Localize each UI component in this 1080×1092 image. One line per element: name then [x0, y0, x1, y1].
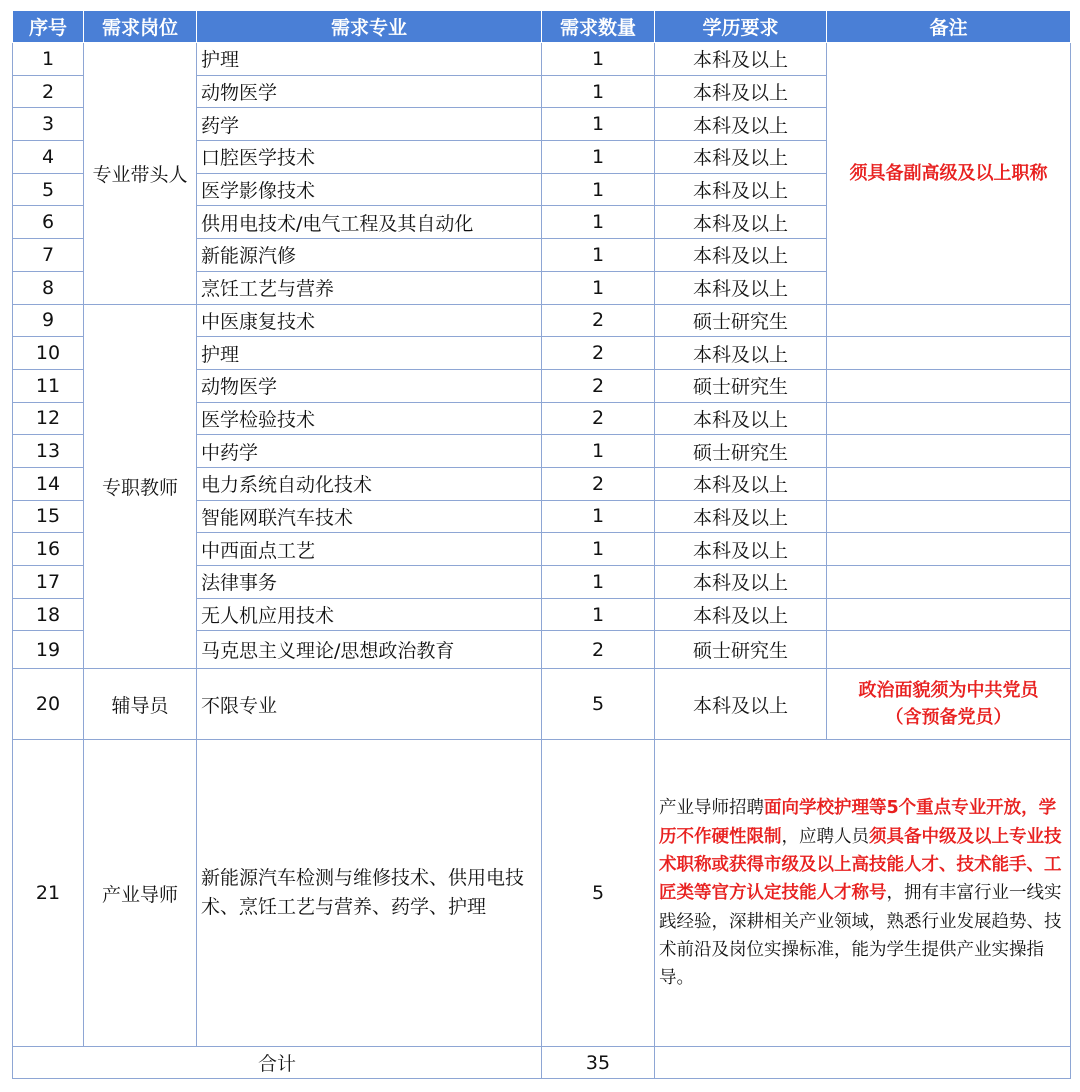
education-cell: 本科及以上	[655, 467, 827, 500]
major-cell: 马克思主义理论/思想政治教育	[197, 631, 542, 669]
seq-cell: 4	[13, 141, 84, 174]
quantity-cell: 1	[542, 43, 655, 76]
quantity-cell: 5	[542, 740, 655, 1047]
seq-cell: 1	[13, 43, 84, 76]
education-cell: 本科及以上	[655, 271, 827, 304]
position-cell: 产业导师	[84, 740, 197, 1047]
remark-cell	[827, 304, 1071, 337]
seq-cell: 14	[13, 467, 84, 500]
education-cell: 本科及以上	[655, 669, 827, 740]
remark-highlight: 须具备中级及以上专业技术职称或获得市级及以上高技能人才、技术能手、工匠类等官方认定技能人才称号	[659, 826, 1062, 904]
seq-cell: 8	[13, 271, 84, 304]
major-cell: 法律事务	[197, 566, 542, 599]
header-remarks: 备注	[827, 11, 1071, 43]
education-cell: 本科及以上	[655, 598, 827, 631]
seq-cell: 13	[13, 435, 84, 468]
major-cell: 中药学	[197, 435, 542, 468]
remark-cell	[827, 402, 1071, 435]
education-cell: 本科及以上	[655, 500, 827, 533]
remark-cell	[827, 435, 1071, 468]
total-label: 合计	[13, 1047, 542, 1079]
quantity-cell: 1	[542, 239, 655, 272]
seq-cell: 7	[13, 239, 84, 272]
major-cell: 护理	[197, 337, 542, 370]
education-cell: 本科及以上	[655, 206, 827, 239]
seq-cell: 20	[13, 669, 84, 740]
seq-cell: 16	[13, 533, 84, 566]
recruitment-table	[12, 10, 1071, 1079]
education-cell: 硕士研究生	[655, 435, 827, 468]
remark-cell: 须具备副高级及以上职称	[827, 43, 1071, 305]
remark-text: 产业导师招聘	[659, 798, 764, 819]
quantity-cell: 1	[542, 173, 655, 206]
seq-cell: 17	[13, 566, 84, 599]
major-cell: 护理	[197, 43, 542, 76]
header-major: 需求专业	[197, 11, 542, 43]
education-cell: 本科及以上	[655, 173, 827, 206]
major-cell: 新能源汽车检测与维修技术、供用电技术、烹饪工艺与营养、药学、护理	[197, 740, 542, 1047]
quantity-cell: 1	[542, 500, 655, 533]
quantity-cell: 1	[542, 533, 655, 566]
quantity-cell: 1	[542, 75, 655, 108]
education-cell: 本科及以上	[655, 337, 827, 370]
seq-cell: 2	[13, 75, 84, 108]
seq-cell: 10	[13, 337, 84, 370]
major-cell: 烹饪工艺与营养	[197, 271, 542, 304]
header-position: 需求岗位	[84, 11, 197, 43]
education-cell: 本科及以上	[655, 239, 827, 272]
remark-cell	[827, 566, 1071, 599]
major-cell: 动物医学	[197, 75, 542, 108]
major-cell: 口腔医学技术	[197, 141, 542, 174]
seq-cell: 12	[13, 402, 84, 435]
major-cell: 医学检验技术	[197, 402, 542, 435]
education-cell: 硕士研究生	[655, 369, 827, 402]
seq-cell: 11	[13, 369, 84, 402]
remark-cell	[827, 669, 1071, 740]
education-cell: 本科及以上	[655, 533, 827, 566]
education-cell: 本科及以上	[655, 566, 827, 599]
position-cell: 专业带头人	[84, 43, 197, 305]
total-remark-cell	[655, 1047, 1071, 1079]
quantity-cell: 5	[542, 669, 655, 740]
seq-cell: 9	[13, 304, 84, 337]
major-cell: 供用电技术/电气工程及其自动化	[197, 206, 542, 239]
major-cell: 中医康复技术	[197, 304, 542, 337]
header-education: 学历要求	[655, 11, 827, 43]
quantity-cell: 1	[542, 206, 655, 239]
quantity-cell: 2	[542, 467, 655, 500]
remark-text: ，应聘人员	[781, 826, 869, 847]
quantity-cell: 2	[542, 337, 655, 370]
remark-text: ，拥有丰富行业一线实践经验，深耕相关产业领域，熟悉行业发展趋势、技术前沿及岗位实操标准，能为学生提供产业实操指导。	[659, 883, 1062, 989]
major-cell: 电力系统自动化技术	[197, 467, 542, 500]
major-cell: 动物医学	[197, 369, 542, 402]
mentor-remark-cell	[655, 740, 1071, 1047]
major-cell: 中西面点工艺	[197, 533, 542, 566]
total-row	[13, 1047, 1071, 1079]
position-cell: 专职教师	[84, 304, 197, 669]
seq-cell: 3	[13, 108, 84, 141]
table-row	[13, 43, 1071, 76]
major-cell: 智能网联汽车技术	[197, 500, 542, 533]
major-cell: 不限专业	[197, 669, 542, 740]
quantity-cell: 1	[542, 271, 655, 304]
remark-cell	[827, 598, 1071, 631]
quantity-cell: 2	[542, 304, 655, 337]
major-cell: 新能源汽修	[197, 239, 542, 272]
table-row	[13, 740, 1071, 1047]
education-cell: 本科及以上	[655, 108, 827, 141]
quantity-cell: 1	[542, 435, 655, 468]
remark-highlight: 面向学校护理等5个重点专业开放，学历不作硬性限制	[659, 798, 1057, 847]
quantity-cell: 1	[542, 598, 655, 631]
seq-cell: 18	[13, 598, 84, 631]
quantity-cell: 1	[542, 141, 655, 174]
remark-cell	[827, 337, 1071, 370]
remark-cell	[827, 533, 1071, 566]
quantity-cell: 1	[542, 108, 655, 141]
education-cell: 本科及以上	[655, 402, 827, 435]
remark-cell	[827, 631, 1071, 669]
quantity-cell: 2	[542, 402, 655, 435]
table-row	[13, 669, 1071, 740]
remark-cell	[827, 369, 1071, 402]
remark-cell	[827, 500, 1071, 533]
header-row	[13, 11, 1071, 43]
remark-line: （含预备党员）	[885, 707, 1012, 729]
seq-cell: 6	[13, 206, 84, 239]
seq-cell: 15	[13, 500, 84, 533]
header-seq: 序号	[13, 11, 84, 43]
major-cell: 药学	[197, 108, 542, 141]
table-row	[13, 304, 1071, 337]
seq-cell: 19	[13, 631, 84, 669]
quantity-cell: 2	[542, 369, 655, 402]
education-cell: 本科及以上	[655, 141, 827, 174]
remark-line: 政治面貌须为中共党员	[858, 680, 1039, 702]
seq-cell: 21	[13, 740, 84, 1047]
education-cell: 本科及以上	[655, 75, 827, 108]
major-cell: 无人机应用技术	[197, 598, 542, 631]
quantity-cell: 2	[542, 631, 655, 669]
total-quantity: 35	[542, 1047, 655, 1079]
remark-cell	[827, 467, 1071, 500]
education-cell: 硕士研究生	[655, 631, 827, 669]
major-cell: 医学影像技术	[197, 173, 542, 206]
seq-cell: 5	[13, 173, 84, 206]
position-cell: 辅导员	[84, 669, 197, 740]
education-cell: 本科及以上	[655, 43, 827, 76]
education-cell: 硕士研究生	[655, 304, 827, 337]
header-quantity: 需求数量	[542, 11, 655, 43]
quantity-cell: 1	[542, 566, 655, 599]
